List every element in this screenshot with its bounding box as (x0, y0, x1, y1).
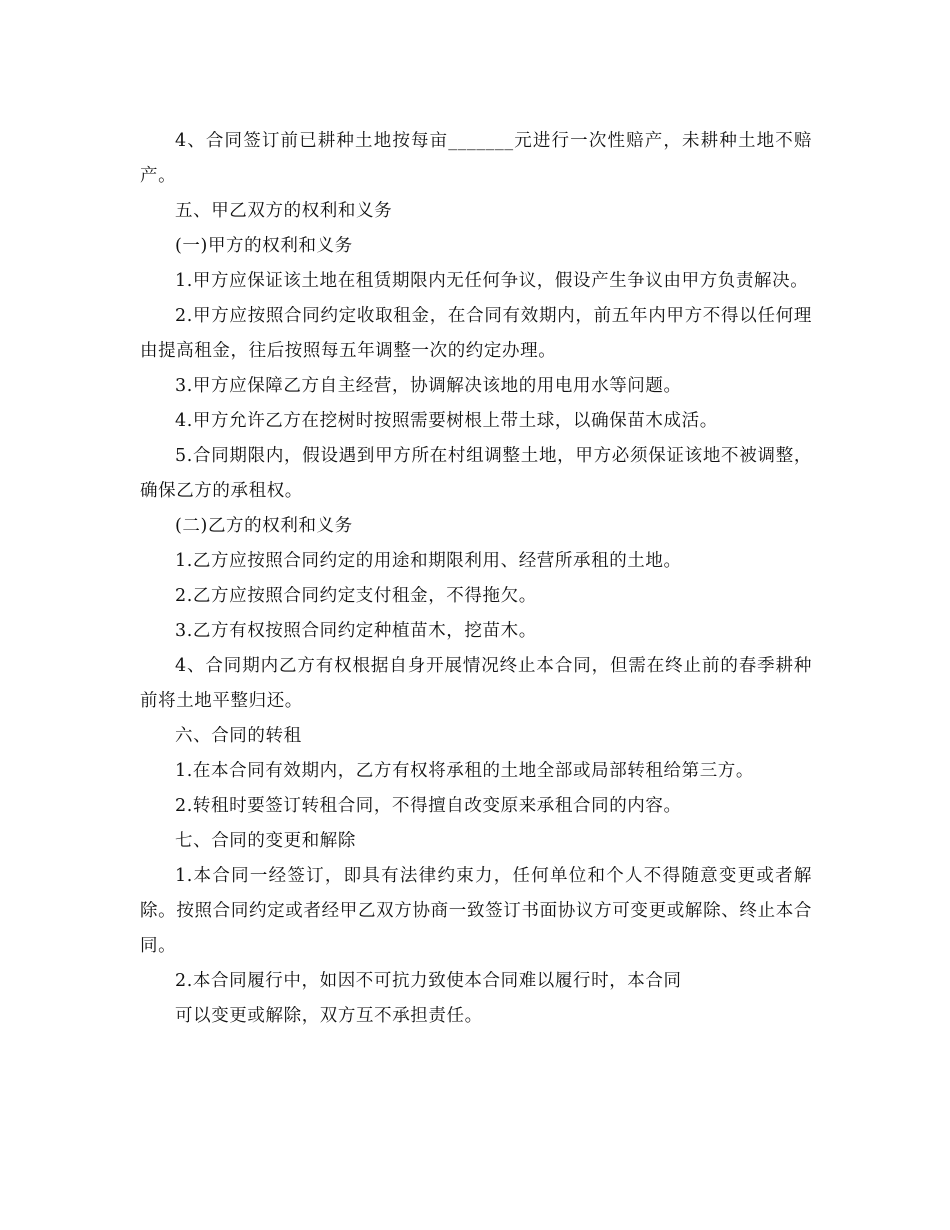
change-clause-2-continuation: 可以变更或解除，双方互不承担责任。 (175, 1006, 483, 1026)
paragraph-compensation: 4、合同签订前已耕种土地按每亩_______元进行一次性赔产，未耕种土地不赔产。 (140, 131, 812, 186)
party-a-clause-1: 1.甲方应保证该土地在租赁期限内无任何争议，假设产生争议由甲方负责解决。 (175, 271, 809, 291)
sublease-clause-1: 1.在本合同有效期内，乙方有权将承租的土地全部或局部转租给第三方。 (175, 761, 754, 781)
change-clause-2: 2.本合同履行中，如因不可抗力致使本合同难以履行时，本合同 (175, 971, 682, 991)
party-a-clause-4: 4.甲方允许乙方在挖树时按照需要树根上带土球，以确保苗木成活。 (175, 411, 718, 431)
party-a-clause-2: 2.甲方应按照合同约定收取租金，在合同有效期内，前五年内甲方不得以任何理由提高租金，往后按照每五年调整一次的约定办理。 (140, 306, 812, 361)
subheading-party-b: (二)乙方的权利和义务 (175, 516, 353, 536)
document-body (140, 124, 812, 1034)
party-a-clause-5: 5.合同期限内，假设遇到甲方所在村组调整土地，甲方必须保证该地不被调整，确保乙方的承租权。 (140, 446, 812, 501)
section-heading-change-termination: 七、合同的变更和解除 (175, 831, 356, 851)
party-a-clause-3: 3.甲方应保障乙方自主经营，协调解决该地的用电用水等问题。 (175, 376, 682, 396)
subheading-party-a: (一)甲方的权利和义务 (175, 236, 353, 256)
party-b-clause-4: 4、合同期内乙方有权根据自身开展情况终止本合同，但需在终止前的春季耕种前将土地平整归还。 (140, 656, 812, 711)
change-clause-1: 1.本合同一经签订，即具有法律约束力，任何单位和个人不得随意变更或者解除。按照合同约定或者经甲乙双方协商一致签订书面协议方可变更或解除、终止本合同。 (140, 866, 812, 956)
party-b-clause-2: 2.乙方应按照合同约定支付租金，不得拖欠。 (175, 586, 537, 606)
section-heading-sublease: 六、合同的转租 (175, 726, 302, 746)
party-b-clause-1: 1.乙方应按照合同约定的用途和期限利用、经营所承租的土地。 (175, 551, 682, 571)
section-heading-rights-obligations: 五、甲乙双方的权利和义务 (175, 201, 393, 221)
party-b-clause-3: 3.乙方有权按照合同约定种植苗木，挖苗木。 (175, 621, 537, 641)
sublease-clause-2: 2.转租时要签订转租合同，不得擅自改变原来承租合同的内容。 (175, 796, 682, 816)
